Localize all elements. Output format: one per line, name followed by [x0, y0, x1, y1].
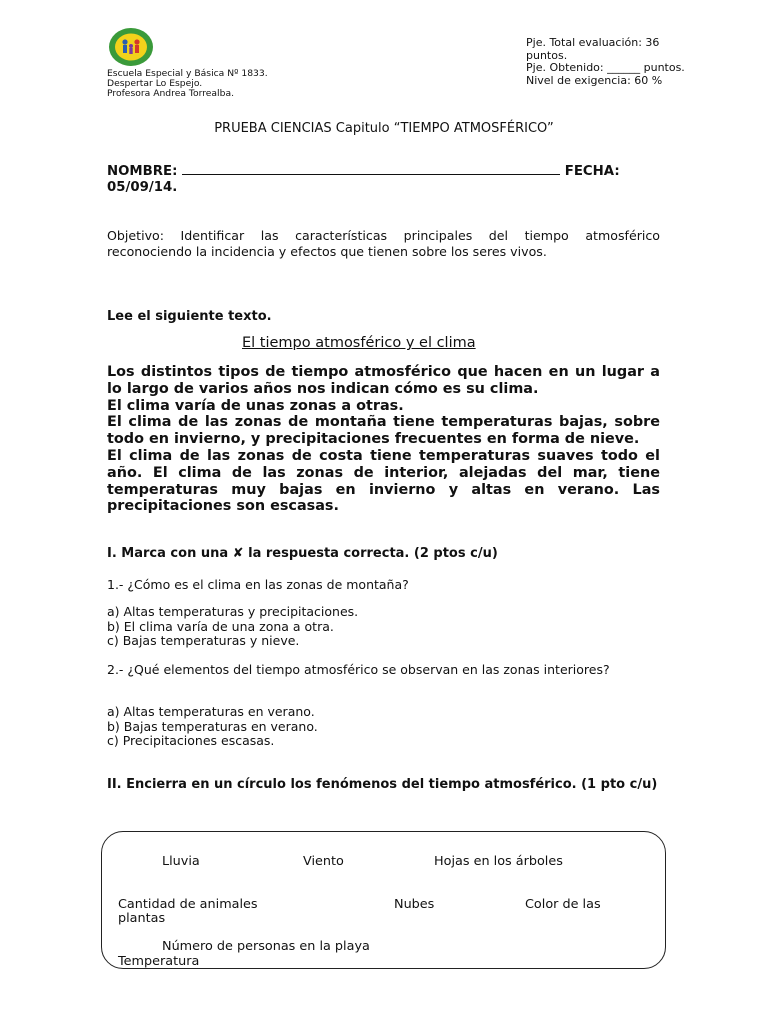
section-1-suffix: la respuesta correcta. (2 ptos c/u): [248, 546, 498, 561]
reading-paragraph: El clima de las zonas de montaña tiene temperaturas bajas, sobre todo en invierno, y precipitaciones frecuentes en forma de nieve.: [107, 414, 660, 448]
question-2-options: [107, 705, 667, 749]
teacher-line: Profesora Andrea Torrealba.: [107, 88, 234, 99]
score-line: Pje. Total evaluación: 36: [526, 36, 660, 49]
read-instruction: Lee el siguiente texto.: [107, 309, 272, 324]
score-line: Pje. Obtenido: ______ puntos.: [526, 61, 685, 74]
word-plantas[interactable]: plantas: [118, 911, 166, 926]
option-b[interactable]: b) Bajas temperaturas en verano.: [107, 718, 318, 734]
option-a[interactable]: a) Altas temperaturas en verano.: [107, 704, 315, 719]
word-viento[interactable]: Viento: [303, 854, 344, 869]
word-hojas[interactable]: Hojas en los árboles: [434, 854, 563, 869]
question-2: 2.- ¿Qué elementos del tiempo atmosférico se observan en las zonas interiores?: [107, 662, 610, 677]
name-field-line[interactable]: [182, 162, 560, 175]
name-label: NOMBRE:: [107, 164, 178, 179]
word-nubes[interactable]: Nubes: [394, 897, 435, 912]
section-2-heading: II. Encierra en un círculo los fenómenos del tiempo atmosférico. (1 pto c/u): [107, 777, 658, 792]
date-label: FECHA:: [564, 164, 620, 179]
x-mark-icon: ✘: [232, 546, 244, 561]
word-temperatura[interactable]: Temperatura: [118, 954, 200, 969]
school-line: Escuela Especial y Básica Nº 1833.: [107, 68, 268, 79]
word-personas[interactable]: Número de personas en la playa: [162, 939, 370, 954]
school-logo: [108, 27, 154, 67]
objective-text: Objetivo: Identificar las características principales del tiempo atmosférico reconociendo la incidencia y efectos que tienen sobre los seres vivos.: [107, 228, 660, 259]
reading-paragraph: El clima de las zonas de costa tiene temperaturas suaves todo el año. El clima de las zonas de interior, alejadas del mar, tiene temperaturas muy bajas en invierno y altas en verano. Las precipitaciones son escasas.: [107, 447, 660, 515]
school-line: Despertar Lo Espejo.: [107, 78, 203, 89]
name-date-row: [107, 162, 667, 196]
option-b[interactable]: b) El clima varía de una zona a otra.: [107, 618, 334, 634]
word-lluvia[interactable]: Lluvia: [162, 854, 200, 869]
score-line: puntos.: [526, 48, 568, 62]
school-info: [107, 69, 268, 99]
question-1: 1.- ¿Cómo es el clima en las zonas de montaña?: [107, 577, 409, 592]
option-c[interactable]: c) Precipitaciones escasas.: [107, 733, 275, 749]
section-1-prefix: I. Marca con una: [107, 546, 229, 561]
option-a[interactable]: a) Altas temperaturas y precipitaciones.: [107, 604, 359, 619]
section-1-heading: [107, 546, 498, 561]
reading-paragraph: Los distintos tipos de tiempo atmosférico que hacen en un lugar a lo largo de varios años nos indican cómo es su clima.: [107, 364, 660, 397]
reading-paragraph: El clima varía de unas zonas a otras.: [107, 397, 404, 414]
score-line: Nivel de exigencia: 60 %: [526, 73, 663, 87]
date-value: 05/09/14.: [107, 180, 178, 195]
question-1-options: [107, 605, 667, 649]
score-info: [526, 37, 726, 87]
reading-title: El tiempo atmosférico y el clima: [242, 335, 476, 351]
reading-text: [107, 364, 660, 515]
option-c[interactable]: c) Bajas temperaturas y nieve.: [107, 633, 300, 649]
word-animales[interactable]: Cantidad de animales: [118, 897, 258, 912]
page-title: PRUEBA CIENCIAS Capitulo “TIEMPO ATMOSFÉRICO”: [214, 121, 554, 136]
word-color[interactable]: Color de las: [525, 897, 601, 912]
